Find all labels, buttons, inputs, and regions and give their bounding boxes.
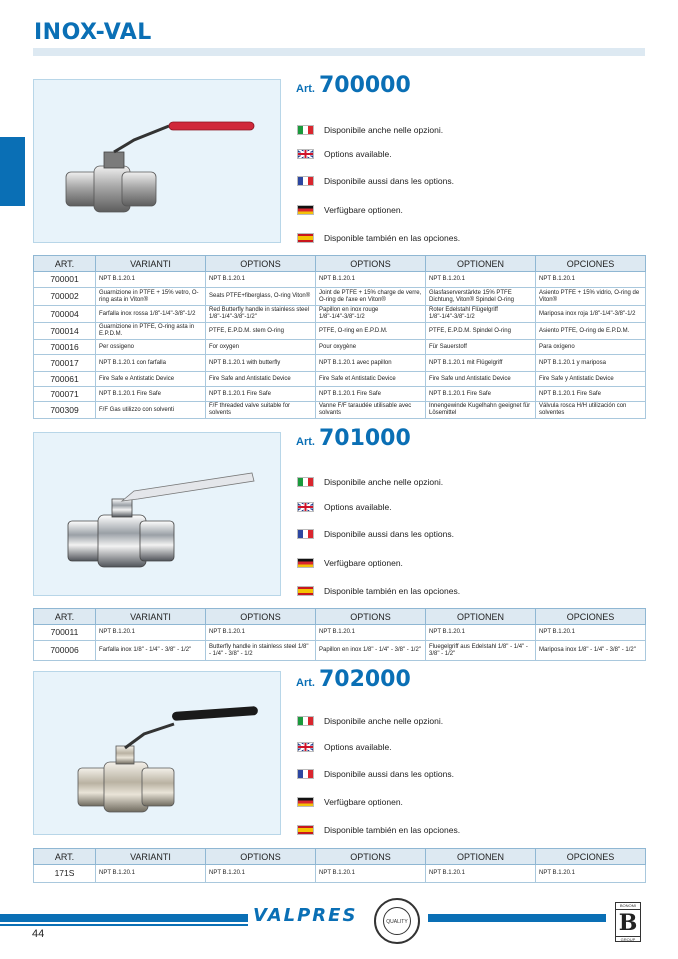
option-line-es [297,233,460,243]
title-underline-bar [33,48,645,56]
group-logo-top: BONOMI [616,903,640,910]
italian-flag-icon [297,125,314,135]
table-row [34,865,646,883]
french-flag-icon [297,176,314,186]
spanish-flag-icon [297,586,314,596]
article-code-cell: 700001 [34,272,96,288]
table-cell: NPT B.1.20.1 [316,865,426,883]
option-text: Disponible también en las opciones. [324,233,461,243]
table-cell: NPT B.1.20.1 [96,272,206,288]
article-code-cell: 700071 [34,387,96,402]
quality-seal-icon [374,898,420,944]
table-cell: Guarnizione in PTFE + 15% vetro, O-ring asta in Viton® [96,288,206,306]
table-cell: Asiento PTFE, O-ring de E.P.D.M. [536,323,646,340]
table-cell: Fire Safe and Antistatic Device [206,372,316,387]
table-cell: Papillon en inox rouge 1/8"-1/4"-3/8"-1/2 [316,306,426,323]
option-text: Disponibile aussi dans les options. [324,769,454,779]
table-cell: NPT B.1.20.1 con farfalla [96,355,206,372]
footer-bar-right [428,914,606,922]
option-line-de [297,205,403,215]
ball-valve-chrome-handle-image [34,433,281,596]
table-cell: Red Butterfly handle in stainless steel 1/8"-1/4"-3/8"-1/2" [206,306,316,323]
table-cell: NPT B.1.20.1 [426,625,536,641]
table-cell: NPT B.1.20.1 [426,272,536,288]
table-cell: Seats PTFE+fiberglass, O-ring Viton® [206,288,316,306]
table-cell: NPT B.1.20.1 [536,625,646,641]
table-cell: NPT B.1.20.1 Fire Safe [316,387,426,402]
col-header-options-fr: OPTIONS [316,609,426,625]
product-image-700000 [33,79,281,243]
article-code-cell: 700017 [34,355,96,372]
side-tab-marker [0,137,25,206]
table-cell: NPT B.1.20.1 [96,865,206,883]
article-number: 701000 [318,426,411,451]
table-cell: F/F threaded valve suitable for solvents [206,402,316,419]
table-cell: Papillon en inox 1/8" - 1/4" - 3/8" - 1/2" [316,641,426,661]
option-text: Disponible también en las opciones. [324,586,461,596]
table-cell: NPT B.1.20.1 [426,865,536,883]
article-number: 700000 [318,73,411,98]
table-cell: Farfalla inox rossa 1/8"-1/4"-3/8"-1/2 [96,306,206,323]
option-line-fr [297,769,454,779]
option-line-uk [297,502,392,512]
col-header-opciones: OPCIONES [536,609,646,625]
german-flag-icon [297,797,314,807]
table-cell: Fire Safe und Antistatic Device [426,372,536,387]
option-line-fr [297,176,454,186]
table-cell: NPT B.1.20.1 avec papillon [316,355,426,372]
article-code-cell: 171S [34,865,96,883]
table-cell: Fluegelgriff aus Edelstahl 1/8" - 1/4" - 3/8" - 1/2" [426,641,536,661]
table-cell: NPT B.1.20.1 [206,625,316,641]
german-flag-icon [297,205,314,215]
option-text: Options available. [324,742,392,752]
option-text: Verfügbare optionen. [324,797,403,807]
col-header-options: OPTIONS [206,849,316,865]
table-cell: PTFE, E.P.D.M. stem O-ring [206,323,316,340]
table-row [34,340,646,355]
option-line-fr [297,529,454,539]
col-header-opciones: OPCIONES [536,256,646,272]
table-cell: Pour oxygène [316,340,426,355]
col-header-options: OPTIONS [206,609,316,625]
table-cell: Für Sauerstoff [426,340,536,355]
table-cell: NPT B.1.20.1 Fire Safe [426,387,536,402]
option-line-uk [297,149,392,159]
table-cell: Innengewinde Kugelhahn geeignet für Lösemittel [426,402,536,419]
option-text: Disponibile aussi dans les options. [324,529,454,539]
option-text: Options available. [324,502,392,512]
option-text: Disponible también en las opciones. [324,825,461,835]
italian-flag-icon [297,716,314,726]
table-cell: Válvula rosca H/H utilización con solventes [536,402,646,419]
col-header-art: ART. [34,609,96,625]
option-text: Verfügbare optionen. [324,558,403,568]
bonomi-group-logo [615,902,641,942]
seal-text: QUALITY [383,907,411,935]
col-header-varianti: VARIANTI [96,849,206,865]
option-text: Disponibile anche nelle opzioni. [324,716,444,726]
table-cell: NPT B.1.20.1 Fire Safe [206,387,316,402]
spec-table-701000 [33,608,646,661]
ball-valve-black-handle-image [34,672,281,835]
table-cell: Mariposa inox roja 1/8"-1/4"-3/8"-1/2 [536,306,646,323]
option-line-es [297,825,460,835]
table-cell: NPT B.1.20.1 [206,272,316,288]
table-row [34,306,646,323]
table-row [34,272,646,288]
table-row [34,641,646,661]
option-line-it [297,477,443,487]
option-line-it [297,125,443,135]
table-row [34,402,646,419]
option-line-de [297,797,403,807]
article-code-cell: 700014 [34,323,96,340]
table-cell: Para oxígeno [536,340,646,355]
option-line-de [297,558,403,568]
table-cell: NPT B.1.20.1 [316,625,426,641]
art-prefix: Art. [296,677,315,689]
table-cell: NPT B.1.20.1 [536,272,646,288]
table-row [34,372,646,387]
spanish-flag-icon [297,233,314,243]
article-code-cell: 700309 [34,402,96,419]
table-cell: For oxygen [206,340,316,355]
col-header-options: OPTIONS [206,256,316,272]
option-line-it [297,716,443,726]
table-cell: Asiento PTFE + 15% vidrio, O-ring de Viton® [536,288,646,306]
table-cell: Roter Edelstahl Flügelgriff 1/8"-1/4"-3/8"-1/2 [426,306,536,323]
table-cell: Farfalla inox 1/8" - 1/4" - 3/8" - 1/2" [96,641,206,661]
product-image-702000 [33,671,281,835]
table-cell: NPT B.1.20.1 Fire Safe [96,387,206,402]
brand-logo: VALPRES [253,905,358,926]
col-header-options-fr: OPTIONS [316,849,426,865]
art-prefix: Art. [296,436,315,448]
spec-table-702000 [33,848,646,883]
col-header-art: ART. [34,849,96,865]
option-text: Verfügbare optionen. [324,205,403,215]
option-text: Disponibile aussi dans les options. [324,176,454,186]
german-flag-icon [297,558,314,568]
table-row [34,288,646,306]
footer-bar-left [0,914,248,922]
page-number: 44 [32,928,45,940]
option-line-es [297,586,460,596]
table-row [34,355,646,372]
table-cell: NPT B.1.20.1 mit Flügelgriff [426,355,536,372]
spanish-flag-icon [297,825,314,835]
article-code-cell: 700002 [34,288,96,306]
article-code-cell: 700011 [34,625,96,641]
footer-bar-thin [0,924,248,926]
group-logo-letter: B [618,910,638,936]
article-code-cell: 700061 [34,372,96,387]
table-cell: Butterfly handle in stainless steel 1/8" - 1/4" - 3/8" - 1/2 [206,641,316,661]
article-code-cell: 700016 [34,340,96,355]
table-cell: NPT B.1.20.1 [206,865,316,883]
article-number: 702000 [318,667,411,692]
article-heading-700000 [296,73,411,98]
article-code-cell: 700006 [34,641,96,661]
table-cell: Per ossigeno [96,340,206,355]
ball-valve-red-handle-image [34,80,281,243]
article-heading-701000 [296,426,411,451]
col-header-options-fr: OPTIONS [316,256,426,272]
table-cell: Fire Safe e Antistatic Device [96,372,206,387]
table-row [34,323,646,340]
table-cell: PTFE, O-ring en E.P.D.M. [316,323,426,340]
article-code-cell: 700004 [34,306,96,323]
table-cell: NPT B.1.20.1 [536,865,646,883]
col-header-art: ART. [34,256,96,272]
uk-flag-icon [297,149,314,159]
col-header-varianti: VARIANTI [96,609,206,625]
french-flag-icon [297,529,314,539]
spec-table-700000 [33,255,646,419]
option-text: Disponibile anche nelle opzioni. [324,125,444,135]
col-header-optionen: OPTIONEN [426,256,536,272]
table-cell: NPT B.1.20.1 [96,625,206,641]
col-header-optionen: OPTIONEN [426,609,536,625]
table-cell: Mariposa inox 1/8" - 1/4" - 3/8" - 1/2" [536,641,646,661]
uk-flag-icon [297,742,314,752]
col-header-optionen: OPTIONEN [426,849,536,865]
table-cell: PTFE, E.P.D.M. Spindel O-ring [426,323,536,340]
table-cell: Fire Safe y Antistatic Device [536,372,646,387]
table-row [34,387,646,402]
table-cell: Vanne F/F taraudée utilisable avec solvants [316,402,426,419]
option-line-uk [297,742,392,752]
group-logo-bottom: GROUP [616,936,640,943]
product-image-701000 [33,432,281,596]
uk-flag-icon [297,502,314,512]
table-cell: Joint de PTFE + 15% charge de verre, O-ring de l'axe en Viton® [316,288,426,306]
italian-flag-icon [297,477,314,487]
table-cell: Glasfaserverstärkte 15% PTFE Dichtung, Viton® Spindel O-ring [426,288,536,306]
table-row [34,625,646,641]
col-header-varianti: VARIANTI [96,256,206,272]
table-cell: NPT B.1.20.1 y mariposa [536,355,646,372]
option-text: Disponibile anche nelle opzioni. [324,477,444,487]
option-text: Options available. [324,149,392,159]
french-flag-icon [297,769,314,779]
col-header-opciones: OPCIONES [536,849,646,865]
table-cell: NPT B.1.20.1 Fire Safe [536,387,646,402]
table-cell: NPT B.1.20.1 [316,272,426,288]
art-prefix: Art. [296,83,315,95]
table-cell: Fire Safe et Antistatic Device [316,372,426,387]
page-title: INOX-VAL [34,20,152,45]
article-heading-702000 [296,667,411,692]
table-cell: NPT B.1.20.1 with butterfly [206,355,316,372]
table-cell: Guarnizione in PTFE, O-ring asta in E.P.D.M. [96,323,206,340]
table-cell: F/F Gas utilizzo con solventi [96,402,206,419]
